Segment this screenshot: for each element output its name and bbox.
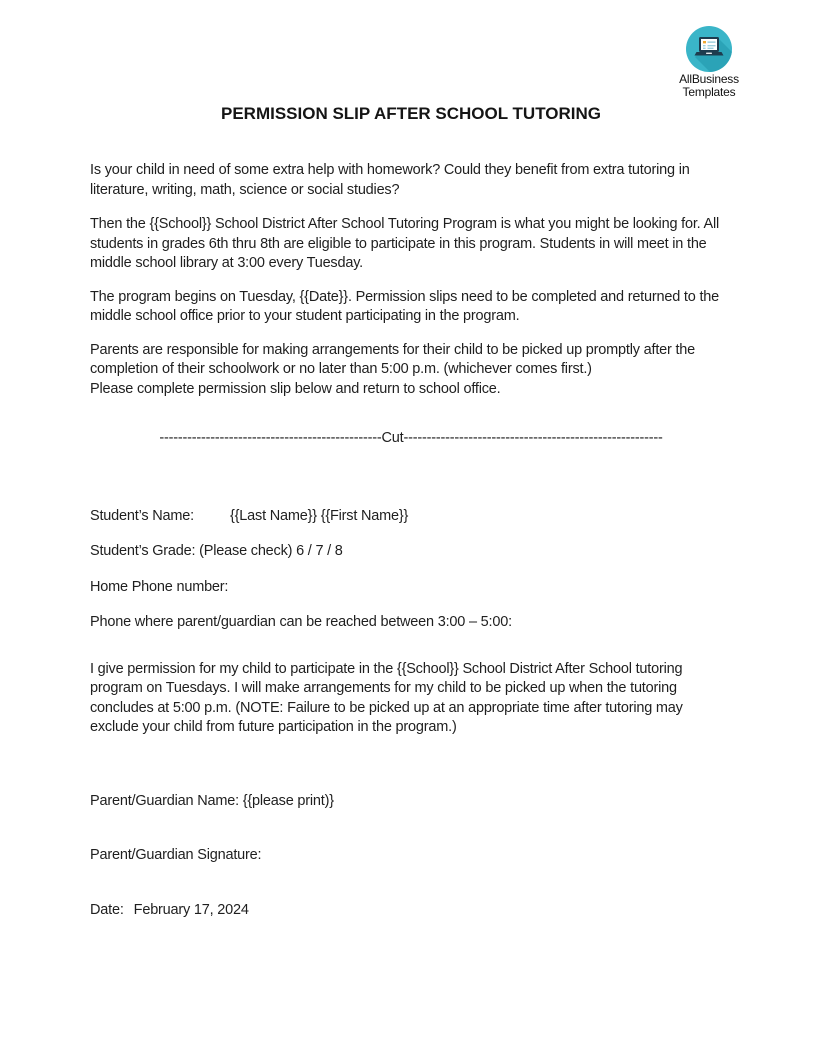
permission-paragraph: I give permission for my child to participate in the {{School}} School District After School tutoring program on Tuesdays. I will make arrangements for my child to be picked up when the tutoring concludes at 5:00 p.m. (NOTE: Failure to be picked up at an appropriate time after tutoring may exclude your child from future participation in the program.)	[90, 660, 683, 735]
pickup-paragraph	[90, 341, 732, 400]
pickup-line1: Parents are responsible for making arrangements for their child to be picked up promptly after the completion of their schoolwork or no later than 5:00 p.m. (whichever comes first.)	[90, 341, 696, 377]
reach-phone-line: Phone where parent/guardian can be reached between 3:00 – 5:00:	[90, 614, 512, 630]
allbusiness-logo	[676, 26, 742, 98]
date-label: Date:	[90, 901, 124, 918]
intro-paragraph: Is your child in need of some extra help with homework? Could they benefit from extra tutoring in literature, writing, math, science or social studies?	[90, 162, 690, 198]
laptop-icon	[686, 26, 732, 72]
logo-brand-line1: AllBusiness	[679, 72, 739, 86]
pickup-line2: Please complete permission slip below and return to school office.	[90, 380, 501, 397]
date-value: February 17, 2024	[133, 901, 249, 918]
document-body	[0, 103, 816, 920]
student-grade-line: Student’s Grade: (Please check) 6 / 7 / 8	[90, 543, 343, 559]
student-name-line	[90, 507, 732, 527]
cut-line: ------------------------------------------------Cut--------------------------------------------------------	[159, 430, 663, 446]
parent-name-line: Parent/Guardian Name: {{please print)}	[90, 792, 334, 809]
student-name-value: {{Last Name}} {{First Name}}	[230, 507, 409, 524]
parent-signature-line: Parent/Guardian Signature:	[90, 847, 262, 863]
page-title: PERMISSION SLIP AFTER SCHOOL TUTORING	[220, 104, 602, 123]
begins-paragraph: The program begins on Tuesday, {{Date}}. Permission slips need to be completed and returned to the middle school office prior to your student participating in the program.	[90, 288, 720, 324]
student-name-label: Student’s Name:	[90, 507, 194, 524]
logo-brand-line2: Templates	[682, 84, 736, 99]
home-phone-line: Home Phone number:	[90, 578, 229, 595]
program-paragraph: Then the {{School}} School District After School Tutoring Program is what you might be looking for. All students in grades 6th thru 8th are eligible to participate in this program. Students in will meet in the middle school library at 3:00 every Tuesday.	[90, 216, 720, 271]
date-line	[90, 901, 732, 921]
